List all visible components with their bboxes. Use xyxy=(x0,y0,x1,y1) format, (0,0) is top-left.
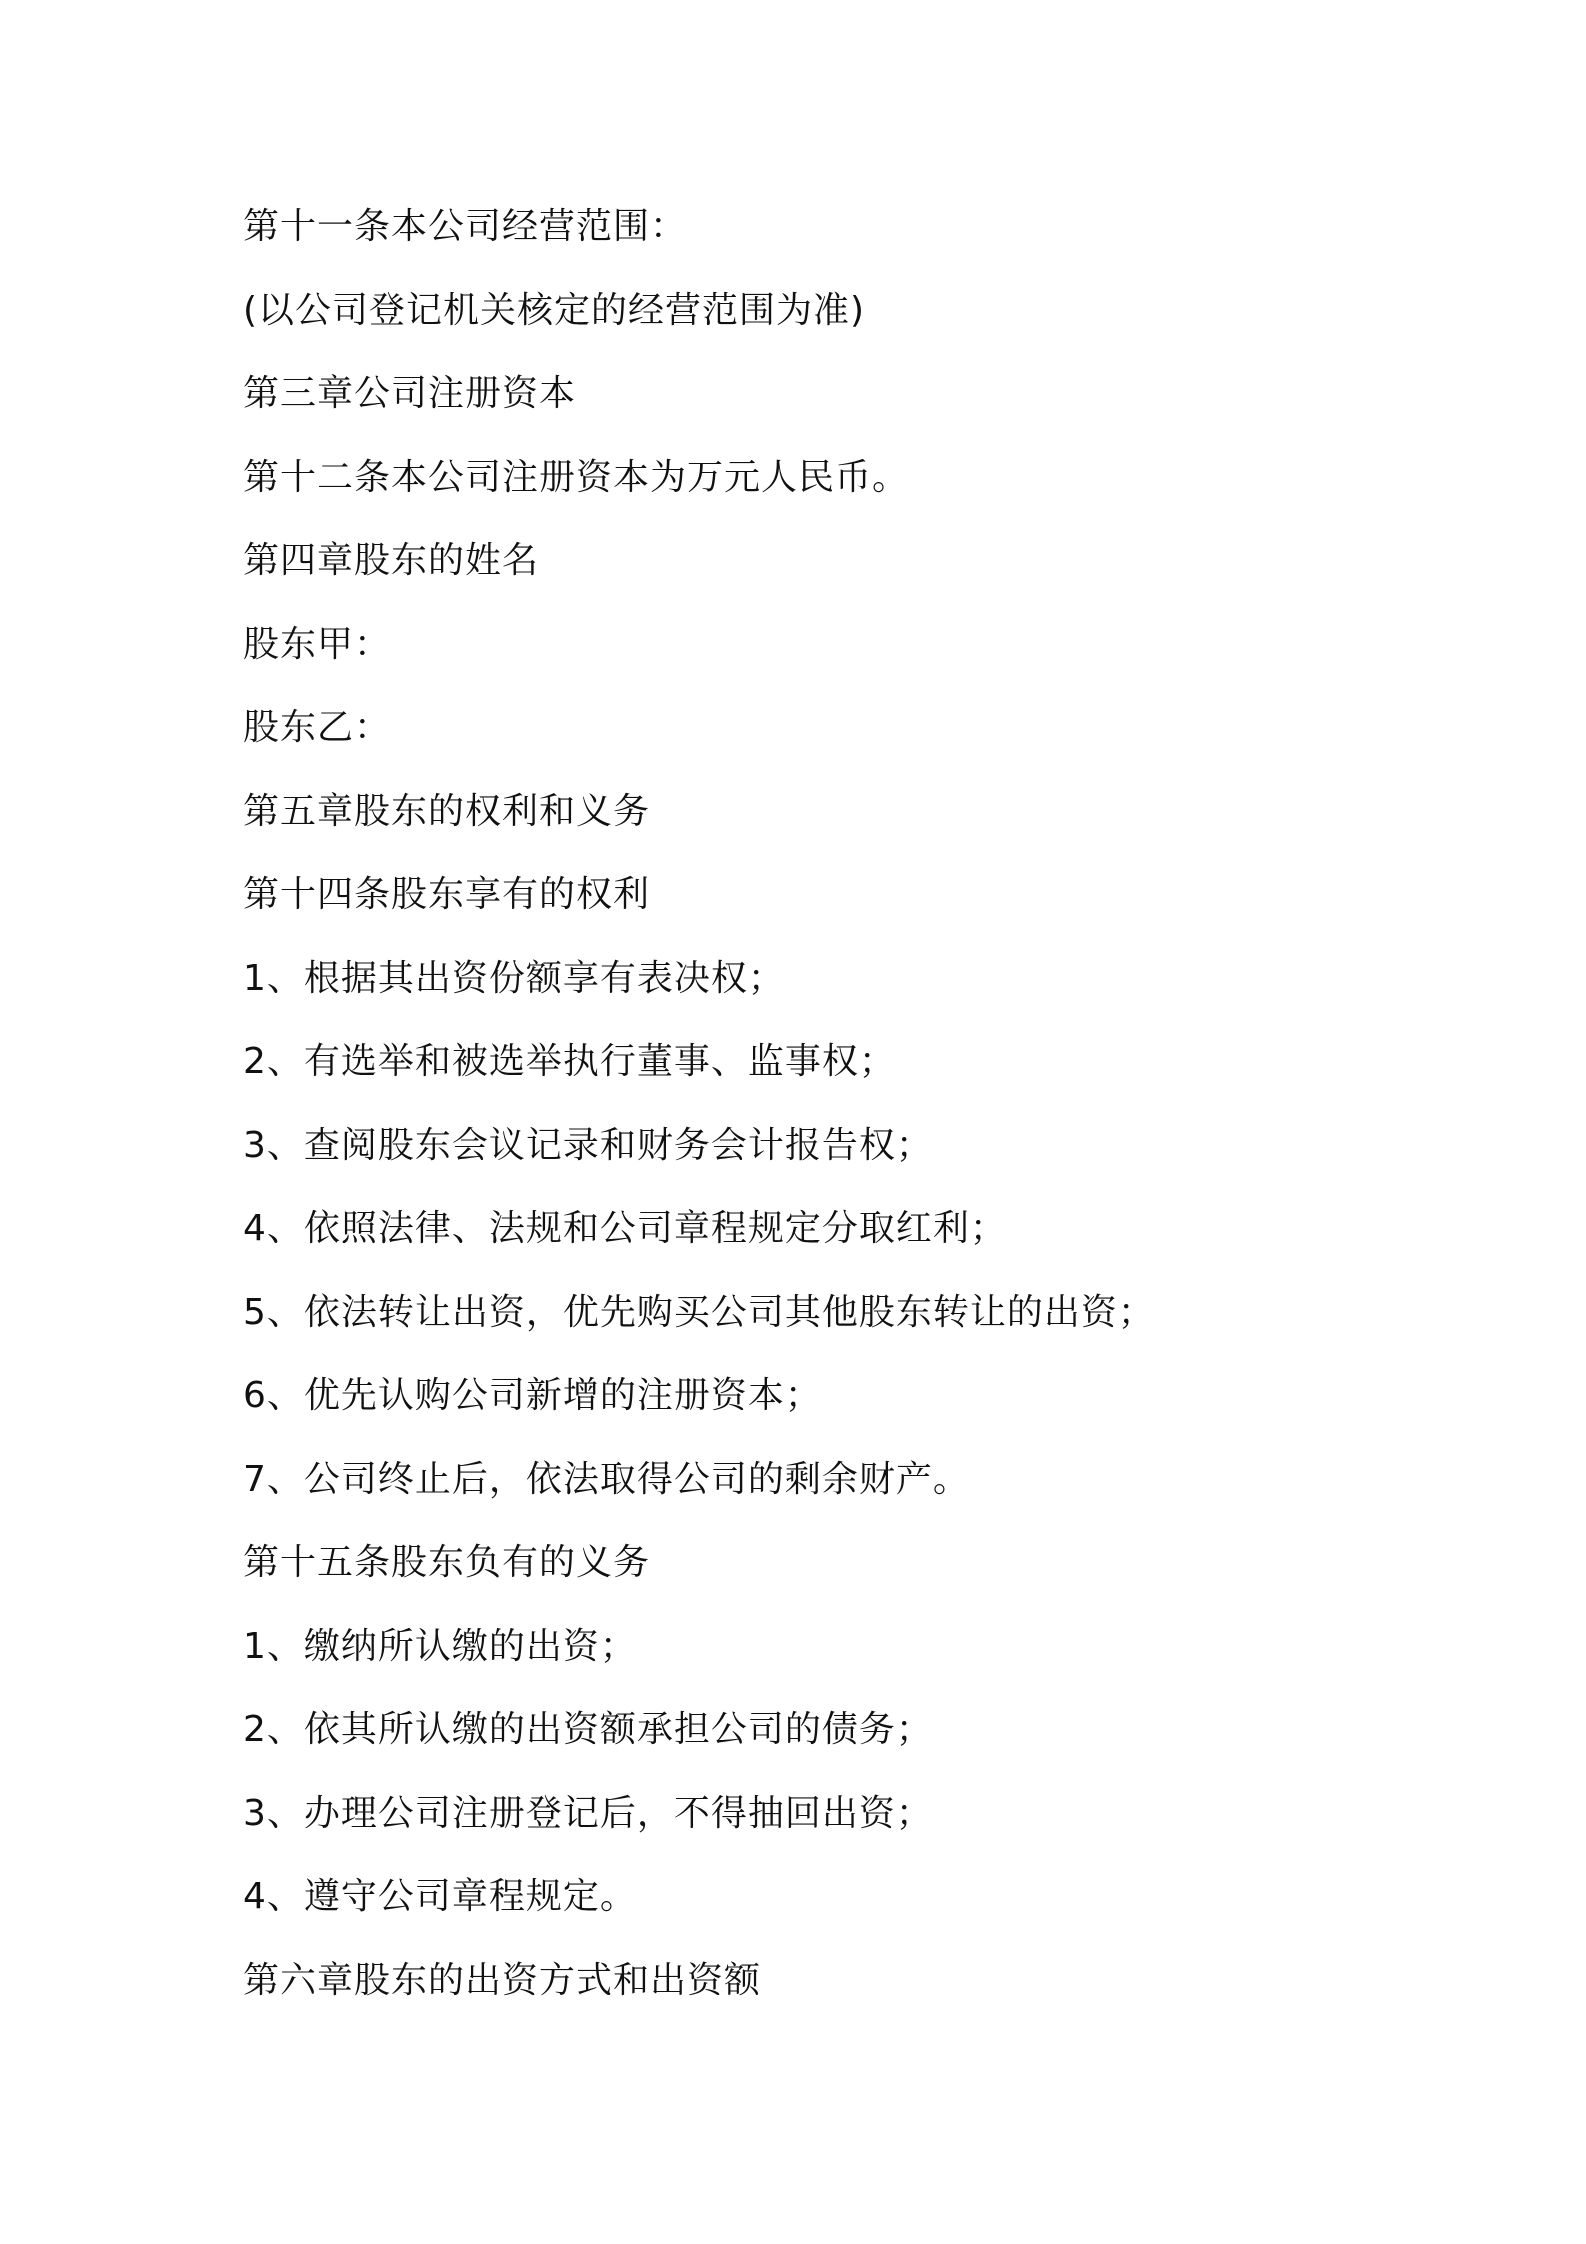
obligation-item-4: 4、遵守公司章程规定。 xyxy=(243,1876,637,1917)
obligation-item-3: 3、办理公司注册登记后，不得抽回出资； xyxy=(243,1793,933,1834)
chapter-3-heading: 第三章公司注册资本 xyxy=(243,373,577,414)
chapter-5-heading: 第五章股东的权利和义务 xyxy=(243,791,651,832)
right-item-7: 7、公司终止后，依法取得公司的剩余财产。 xyxy=(243,1459,970,1500)
right-item-3: 3、查阅股东会议记录和财务会计报告权； xyxy=(243,1125,933,1166)
article-15-heading: 第十五条股东负有的义务 xyxy=(243,1542,651,1583)
article-11-scope-heading: 第十一条本公司经营范围： xyxy=(243,206,688,247)
scope-note: (以公司登记机关核定的经营范围为准) xyxy=(243,290,866,331)
article-12-capital: 第十二条本公司注册资本为万元人民币。 xyxy=(243,457,910,498)
right-item-4: 4、依照法律、法规和公司章程规定分取红利； xyxy=(243,1208,1007,1249)
chapter-4-heading: 第四章股东的姓名 xyxy=(243,540,540,581)
right-item-6: 6、优先认购公司新增的注册资本； xyxy=(243,1375,822,1416)
shareholder-a: 股东甲： xyxy=(243,624,392,665)
right-item-2: 2、有选举和被选举执行董事、监事权； xyxy=(243,1041,896,1082)
right-item-5: 5、依法转让出资，优先购买公司其他股东转让的出资； xyxy=(243,1292,1155,1333)
right-item-1: 1、根据其出资份额享有表决权； xyxy=(243,958,785,999)
shareholder-b: 股东乙： xyxy=(243,707,392,748)
article-14-heading: 第十四条股东享有的权利 xyxy=(243,874,651,915)
chapter-6-heading: 第六章股东的出资方式和出资额 xyxy=(243,1960,762,2001)
obligation-item-1: 1、缴纳所认缴的出资； xyxy=(243,1626,637,1667)
obligation-item-2: 2、依其所认缴的出资额承担公司的债务； xyxy=(243,1709,933,1750)
